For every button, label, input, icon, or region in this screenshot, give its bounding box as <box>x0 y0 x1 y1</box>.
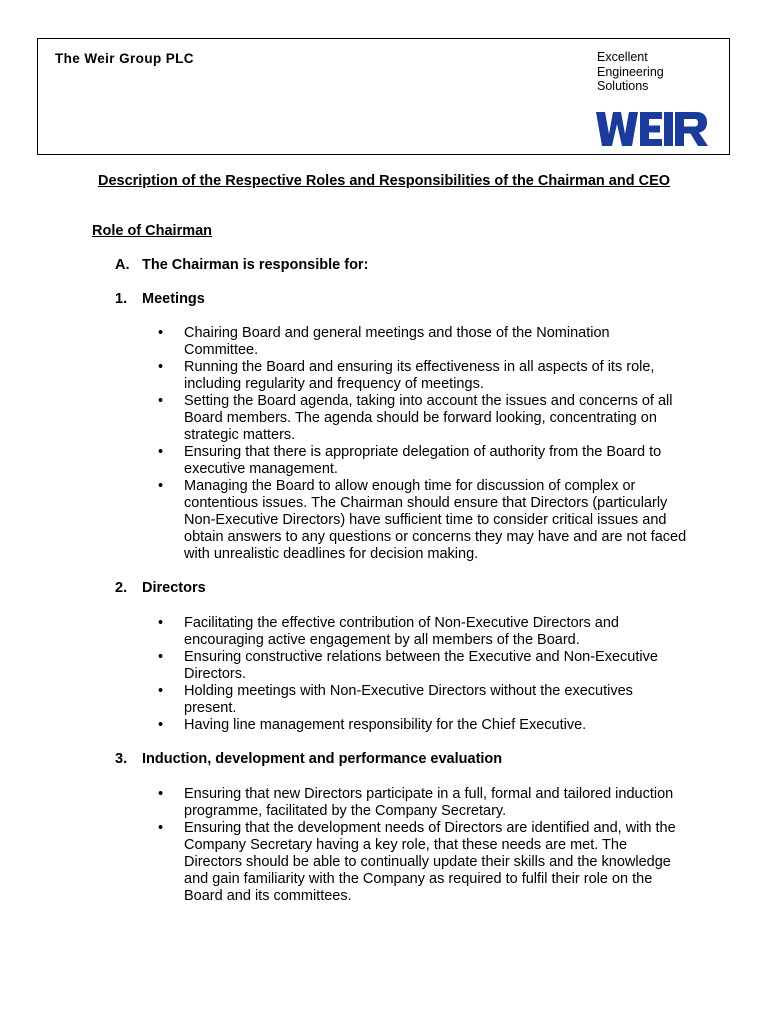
bullet-icon: • <box>158 786 164 802</box>
role-heading: Role of Chairman <box>92 223 213 239</box>
document-title: Description of the Respective Roles and Responsibilities of the Chairman and CEO <box>97 173 671 189</box>
line: Board and its committees. <box>184 888 352 904</box>
section-heading-meetings <box>115 291 205 307</box>
line: including regularity and frequency of meetings. <box>184 376 484 392</box>
line: Managing the Board to allow enough time for discussion of complex or <box>184 478 636 494</box>
line: Board members. The agenda should be forward looking, concentrating on <box>184 410 657 426</box>
list-item <box>158 717 698 734</box>
section-label: The Chairman is responsible for: <box>142 257 369 273</box>
section-number: 2. <box>115 580 128 596</box>
section-heading-directors <box>115 580 206 596</box>
directors-list <box>158 615 698 734</box>
line: Running the Board and ensuring its effectiveness in all aspects of its role, <box>184 359 655 375</box>
bullet-icon: • <box>158 325 164 341</box>
line: Chairing Board and general meetings and those of the Nomination <box>184 325 610 341</box>
section-label: Induction, development and performance evaluation <box>142 751 503 767</box>
section-label: Directors <box>142 580 206 596</box>
line: executive management. <box>184 461 338 477</box>
line: present. <box>184 700 237 716</box>
section-number: 1. <box>115 291 128 307</box>
section-heading-induction <box>115 751 502 767</box>
line: strategic matters. <box>184 427 296 443</box>
document-header <box>37 38 730 155</box>
line: Holding meetings with Non-Executive Directors without the executives <box>184 683 633 699</box>
list-item <box>158 820 698 905</box>
company-name: The Weir Group PLC <box>55 51 194 66</box>
line: Facilitating the effective contribution of Non-Executive Directors and <box>184 615 619 631</box>
line: Setting the Board agenda, taking into account the issues and concerns of all <box>184 393 673 409</box>
list-item <box>158 683 698 717</box>
list-item <box>158 478 698 563</box>
list-item <box>158 649 698 683</box>
line: and gain familiarity with the Company as required to fulfil their role on the <box>184 871 653 887</box>
line: Ensuring that there is appropriate delegation of authority from the Board to <box>184 444 662 460</box>
list-item <box>158 325 698 359</box>
line: encouraging active engagement by all members of the Board. <box>184 632 580 648</box>
bullet-icon: • <box>158 717 164 733</box>
line: Ensuring that the development needs of Directors are identified and, with the <box>184 820 676 836</box>
list-item <box>158 393 698 444</box>
tagline-line: Engineering <box>597 64 664 79</box>
section-label: Meetings <box>142 291 205 307</box>
list-item <box>158 359 698 393</box>
weir-logo <box>596 112 708 146</box>
section-number: 3. <box>115 751 128 767</box>
bullet-icon: • <box>158 444 164 460</box>
bullet-icon: • <box>158 359 164 375</box>
list-item <box>158 615 698 649</box>
line: with unrealistic deadlines for decision making. <box>184 546 479 562</box>
line: Committee. <box>184 342 259 358</box>
tagline-line: Solutions <box>597 79 649 93</box>
tagline-line: Excellent <box>597 50 648 64</box>
induction-list <box>158 786 698 905</box>
list-item <box>158 444 698 478</box>
bullet-icon: • <box>158 478 164 494</box>
line: contentious issues. The Chairman should ensure that Directors (particularly <box>184 495 668 511</box>
line: Directors. <box>184 666 247 682</box>
line: Company Secretary having a key role, that these needs are met. The <box>184 837 628 853</box>
line: Having line management responsibility for the Chief Executive. <box>184 717 587 733</box>
line: Directors should be able to continually update their skills and the knowledge <box>184 854 671 870</box>
line: programme, facilitated by the Company Secretary. <box>184 803 507 819</box>
section-a-heading <box>115 257 368 273</box>
bullet-icon: • <box>158 615 164 631</box>
section-number: A. <box>115 257 130 273</box>
list-item <box>158 786 698 820</box>
line: Ensuring that new Directors participate in a full, formal and tailored induction <box>184 786 674 802</box>
company-tagline <box>597 50 664 94</box>
line: obtain answers to any questions or concerns they may have and are not faced <box>184 529 687 545</box>
bullet-icon: • <box>158 683 164 699</box>
bullet-icon: • <box>158 649 164 665</box>
line: Non-Executive Directors) have sufficient time to consider critical issues and <box>184 512 667 528</box>
meetings-list <box>158 325 698 563</box>
bullet-icon: • <box>158 393 164 409</box>
bullet-icon: • <box>158 820 164 836</box>
line: Ensuring constructive relations between the Executive and Non-Executive <box>184 649 658 665</box>
